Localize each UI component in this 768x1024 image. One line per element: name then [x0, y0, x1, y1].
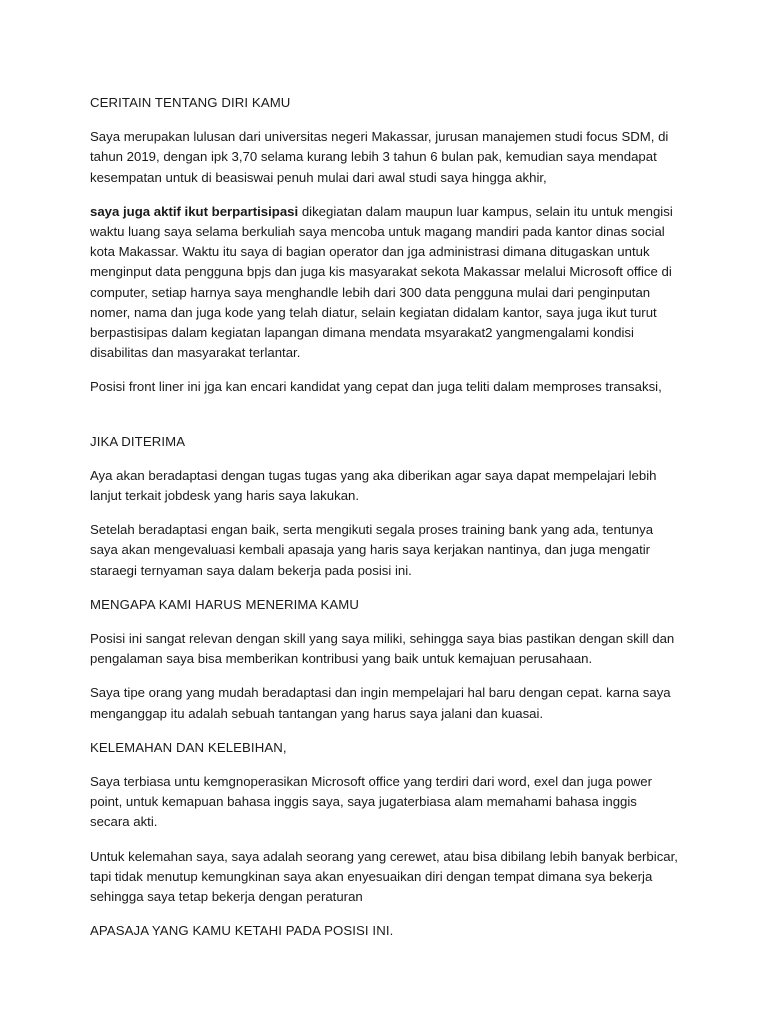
paragraph-adaptation: Aya akan beradaptasi dengan tugas tugas yang aka diberikan agar saya dapat mempelajari lebih lanjut terkait jobdesk yang haris saya lakukan.: [90, 467, 657, 504]
heading-apasaja-yang-kamu-ketahui: APASAJA YANG KAMU KETAHI PADA POSISI INI.: [90, 923, 394, 939]
heading-kelemahan-dan-kelebihan: KELEMAHAN DAN KELEBIHAN,: [90, 739, 287, 755]
paragraph-activities: [90, 202, 680, 364]
heading-jika-diterima: JIKA DITERIMA: [90, 433, 186, 449]
paragraph-evaluation: Setelah beradaptasi engan baik, serta mengikuti segala proses training bank yang ada, tentunya saya akan mengevaluasi kembali apasaja yang haris saya kerjakan nantinya, dan juga mengatir staraegi ternyaman saya dalam bekerja pada posisi ini.: [90, 522, 654, 578]
paragraph-front-liner: Posisi front liner ini jga kan encari kandidat yang cepat dan juga teliti dalam memproses transaksi,: [90, 379, 662, 395]
paragraph-relevance: Posisi ini sangat relevan dengan skill yang saya miliki, sehingga saya bias pastikan dengan skill dan pengalaman saya bisa memberikan kontribusi yang baik untuk kemajuan perusahaan.: [90, 631, 675, 667]
paragraph-weaknesses: Untuk kelemahan saya, saya adalah seorang yang cerewet, atau bisa dibilang lebih banyak berbicar, tapi tidak menutup kemungkinan saya akan enyesuaikan diri dengan tempat dimana sya bekerja sehingga saya tetap bekerja dengan peraturan: [90, 848, 678, 905]
heading-ceritain-tentang-diri-kamu: CERITAIN TENTANG DIRI KAMU: [90, 95, 291, 110]
spacer: [90, 412, 680, 432]
bold-phrase: saya juga aktif ikut berpartisipasi: [90, 203, 299, 219]
heading-mengapa-kami-harus-menerima-kamu: MENGAPA KAMI HARUS MENERIMA KAMU: [90, 596, 359, 612]
paragraph-personality: Saya tipe orang yang mudah beradaptasi dan ingin mempelajari hal baru dengan cepat. karna saya menganggap itu adalah sebuah tantangan yang harus saya jalani dan kuasai.: [90, 685, 671, 721]
paragraph-education: Saya merupakan lulusan dari universitas negeri Makassar, jurusan manajemen studi focus SDM, di tahun 2019, dengan ipk 3,70 selama kurang lebih 3 tahun 6 bulan pak, kemudian saya mendapat kesempatan untuk di beasiswai penuh mulai dari awal studi saya hingga akhir,: [90, 129, 669, 185]
paragraph-strengths: Saya terbiasa untu kemgnoperasikan Microsoft office yang terdiri dari word, exel dan juga power point, untuk kemapuan bahasa inggis saya, saya jugaterbiasa alam memahami bahasa inggis secara akti.: [90, 774, 652, 830]
paragraph-activities-text: dikegiatan dalam maupun luar kampus, selain itu untuk mengisi waktu luang saya selama berkuliah saya mencoba untuk magang mandiri pada kantor dinas social kota Makassar. Waktu itu saya di bagian operator dan jga administrasi dimana ditugaskan untuk menginput data pengguna bpjs dan juga kis masyarakat sekota Makassar melalui Microsoft office di computer, setiap harnya saya menghandle lebih dari 300 data pengguna mulai dari penginputan nomer, nama dan juga kode yang telah diatur, selain kegiatan didalam kantor, saya juga ikut turut berpastisipas dalam kegiatan lapangan dimana mendata msyarakat2 yangmengalami kondisi disabilitas dan masyarakat terlantar.: [90, 203, 673, 361]
document-body: [90, 93, 680, 956]
